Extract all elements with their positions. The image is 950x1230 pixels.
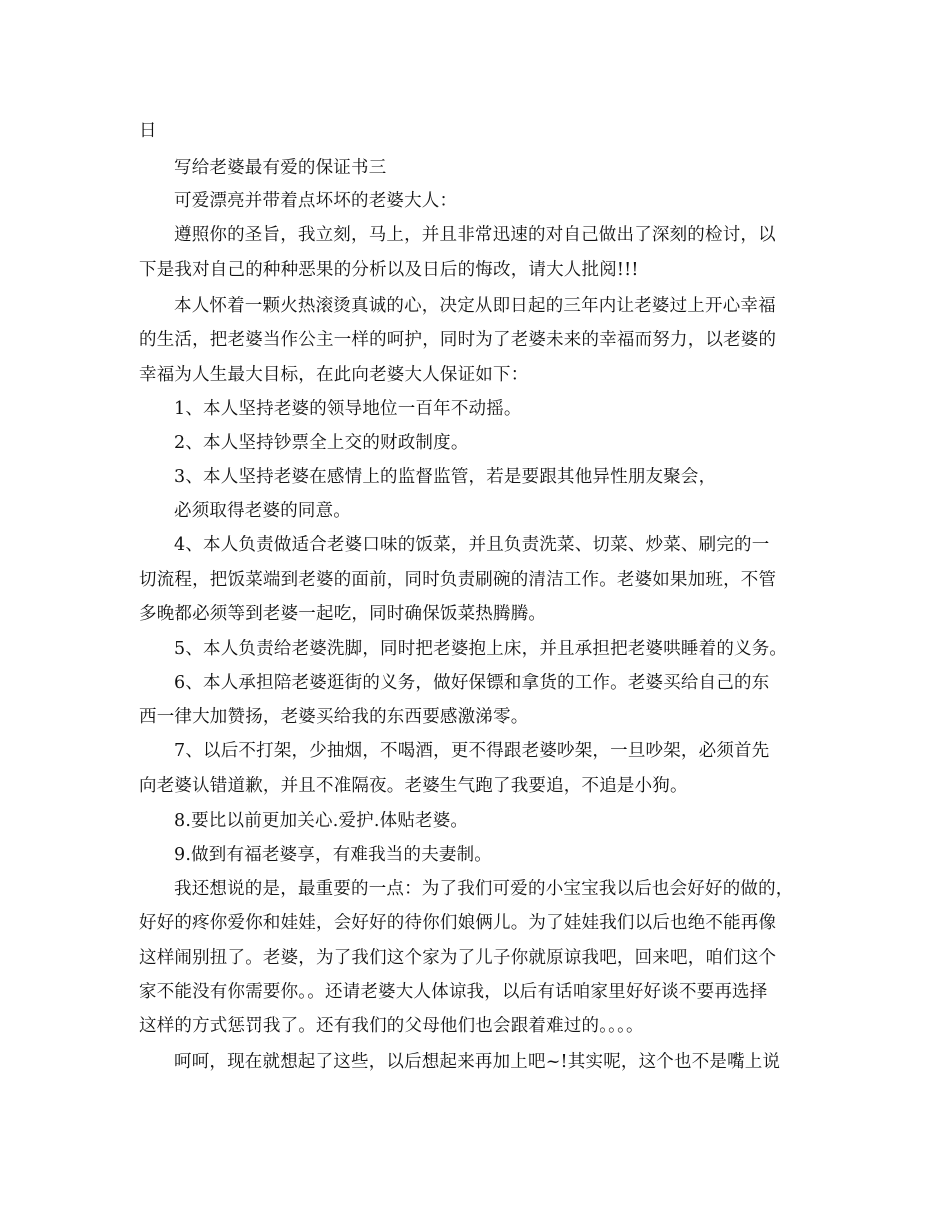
salutation: 可爱漂亮并带着点坏坏的老婆大人： — [174, 191, 458, 211]
paragraph-line: 呵呵，现在就想起了这些，以后想起来再加上吧~!其实呢，这个也不是嘴上说 — [174, 1052, 781, 1072]
paragraph-line: 这样闹别扭了。老婆，为了我们这个家为了儿子你就原谅我吧，回来吧，咱们这个 — [139, 948, 777, 968]
list-item: 必须取得老婆的同意。 — [174, 501, 351, 521]
list-item: 9.做到有福老婆享，有难我当的夫妻制。 — [174, 845, 492, 865]
list-item: 2、本人坚持钞票全上交的财政制度。 — [174, 433, 469, 453]
list-item: 5、本人负责给老婆洗脚，同时把老婆抱上床，并且承担把老婆哄睡着的义务。 — [174, 639, 788, 659]
paragraph-line: 向老婆认错道歉，并且不准隔夜。老婆生气跑了我要追，不追是小狗。 — [139, 776, 688, 796]
list-item: 4、本人负责做适合老婆口味的饭菜，并且负责洗菜、切菜、炒菜、刷完的一 — [174, 535, 770, 555]
list-item: 6、本人承担陪老婆逛街的义务，做好保镖和拿货的工作。老婆买给自己的东 — [174, 673, 770, 693]
paragraph-line: 多晚都必须等到老婆一起吃，同时确保饭菜热腾腾。 — [139, 604, 547, 624]
date-fragment: 日 — [139, 121, 157, 141]
paragraph-line: 这样的方式惩罚我了。还有我们的父母他们也会跟着难过的。。。。 — [139, 1016, 644, 1036]
paragraph-line: 西一律大加赞扬，老婆买给我的东西要感激涕零。 — [139, 707, 529, 727]
paragraph-line: 幸福为人生最大目标，在此向老婆大人保证如下： — [139, 365, 529, 385]
list-item: 3、本人坚持老婆在感情上的监督监管，若是要跟其他异性朋友聚会， — [174, 467, 717, 487]
paragraph-line: 本人怀着一颗火热滚烫真诚的心，决定从即日起的三年内让老婆过上开心幸福 — [174, 296, 776, 316]
list-item: 7、以后不打架，少抽烟，不喝酒，更不得跟老婆吵架，一旦吵架，必须首先 — [174, 741, 770, 761]
paragraph-line: 切流程，把饭菜端到老婆的面前，同时负责刷碗的清洁工作。老婆如果加班，不管 — [139, 570, 777, 590]
paragraph-line: 家不能没有你需要你。。还请老婆大人体谅我，以后有话咱家里好好谈不要再选择 — [139, 982, 768, 1002]
list-item: 8.要比以前更加关心.爱护.体贴老婆。 — [174, 811, 469, 831]
paragraph-line: 下是我对自己的种种恶果的分析以及日后的悔改，请大人批阅!!! — [139, 260, 639, 280]
paragraph-line: 遵照你的圣旨，我立刻，马上，并且非常迅速的对自己做出了深刻的检讨，以 — [174, 225, 776, 245]
section-title: 写给老婆最有爱的保证书三 — [174, 158, 387, 178]
paragraph-line: 好好的疼你爱你和娃娃，会好好的待你们娘俩儿。为了娃娃我们以后也绝不能再像 — [139, 913, 777, 933]
paragraph-line: 我还想说的是，最重要的一点：为了我们可爱的小宝宝我以后也会好好的做的， — [174, 879, 794, 899]
list-item: 1、本人坚持老婆的领导地位一百年不动摇。 — [174, 399, 522, 419]
paragraph-line: 的生活，把老婆当作公主一样的呵护，同时为了老婆未来的幸福而努力，以老婆的 — [139, 330, 777, 350]
